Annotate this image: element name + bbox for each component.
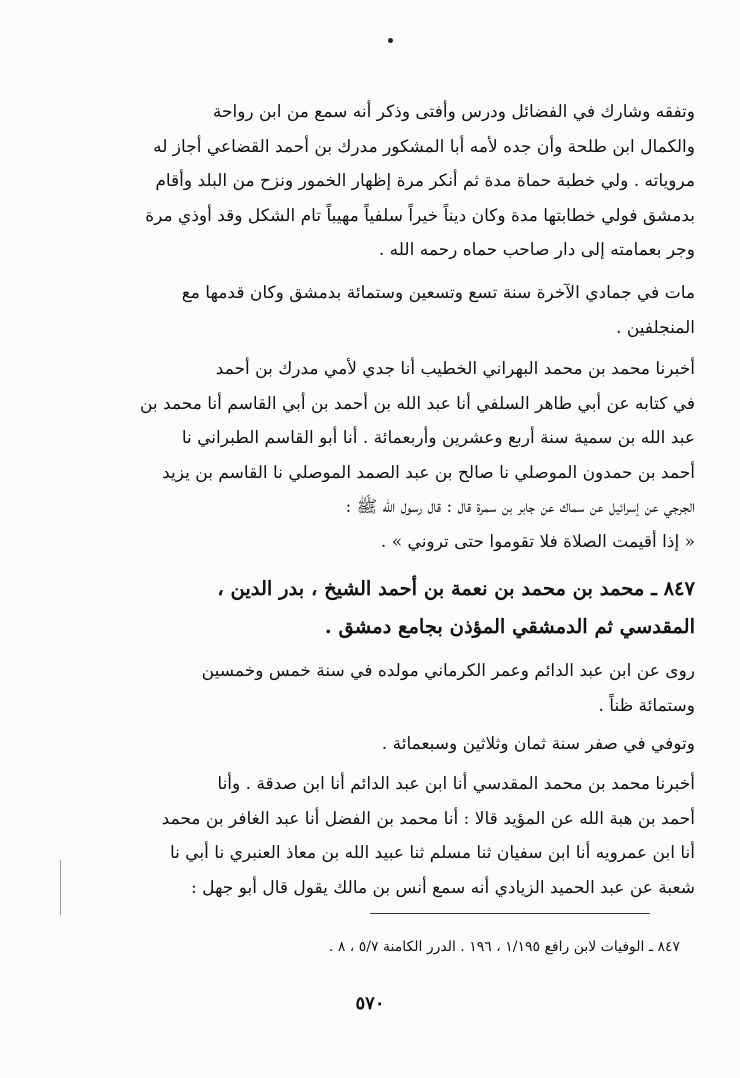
text-line: في كتابه عن أبي طاهر السلفي أنا عبد الله بن أحمد بن أبي القاسم أنا محمد بن (139, 393, 695, 414)
text-line: المنجلفين . (616, 317, 695, 338)
text-line: بدمشق فولي خطابتها مدة وكان ديناً خيراً سلفياً مهيباً تام الشكل وقد أوذي مرة (145, 205, 695, 226)
top-ornament-dot (388, 38, 393, 43)
text-line: مات في جمادي الآخرة سنة تسع وتسعين وستمائة بدمشق وكان قدمها مع (181, 283, 695, 303)
text-line: أنا ابن عمرويه أنا ابن سفيان ثنا مسلم ثنا عبيد الله بن معاذ العنبري نا أبي نا (169, 843, 695, 863)
text-line: وتفقه وشارك في الفضائل ودرس وأفتى وذكر أنه سمع من ابن رواحة (212, 102, 695, 122)
text-line: عبد الله بن سمية سنة أربع وعشرين وأربعمائة . أنا أبو القاسم الطبراني نا (181, 428, 695, 448)
text-line: « إذا أقيمت الصلاة فلا تقوموا حتى تروني » . (380, 531, 695, 552)
text-line: الجرجي عن إسرائيل عن سماك عن جابر بن سمرة قال : قال رسول الله ﷺ : (345, 497, 695, 517)
heading-line: المقدسي ثم الدمشقي المؤذن بجامع دمشق . (324, 615, 695, 638)
text-line: أخبرنا محمد بن محمد البهراني الخطيب أنا جدي لأمي مدرك بن أحمد (215, 359, 695, 379)
hadith-chain-paragraph (90, 352, 695, 559)
text-line: أحمد بن هبة الله عن المؤيد قالا : أنا محمد بن الفضل أنا عبد الغافر بن محمد (161, 808, 695, 829)
text-line: وجر بعمامته إلى دار صاحب حماه رحمه الله . (378, 240, 695, 260)
isnad-paragraph (90, 767, 695, 905)
entry-heading (90, 570, 695, 646)
footnote: ٨٤٧ ـ الوفيات لابن رافع ١/١٩٥ ، ١٩٦ . الدرر الكامنة ٥/٧ ، ٨ . (328, 939, 680, 955)
text-line: وستمائة ظناً . (598, 695, 695, 716)
narration-paragraph (90, 654, 695, 723)
margin-pencil-mark (60, 860, 61, 915)
text-line: شعبة عن عبد الحميد الزيادي أنه سمع أنس بن مالك يقول قال أبو جهل : (190, 877, 695, 898)
text-line: والكمال ابن طلحة وأن جده لأمه أبا المشكور مدرك بن أحمد القضاعي أجاز له (153, 136, 695, 157)
text-line: أخبرنا محمد بن محمد المقدسي أنا ابن عبد الدائم أنا ابن صدقة . وأنا (217, 774, 695, 794)
text-line: وتوفي في صفر سنة ثمان وثلاثين وسبعمائة . (381, 734, 695, 754)
footnote-divider (370, 913, 650, 914)
death-paragraph (90, 276, 695, 345)
text-line: مروياته . ولي خطبة حماة مدة ثم أنكر مرة إظهار الخمور ونزح من البلد وأقام (155, 171, 695, 191)
biography-paragraph (90, 95, 695, 268)
text-line: أحمد بن حمدون الموصلي نا صالح بن عبد الصمد الموصلي نا القاسم بن يزيد (162, 462, 695, 483)
page-number: ٥٧٠ (355, 993, 385, 1014)
death-date-paragraph (90, 727, 695, 762)
heading-line: ٨٤٧ ـ محمد بن محمد بن نعمة بن أحمد الشيخ ، بدر الدين ، (217, 577, 695, 600)
text-line: روى عن ابن عبد الدائم وعمر الكرماني مولده في سنة خمس وخمسين (201, 661, 695, 681)
